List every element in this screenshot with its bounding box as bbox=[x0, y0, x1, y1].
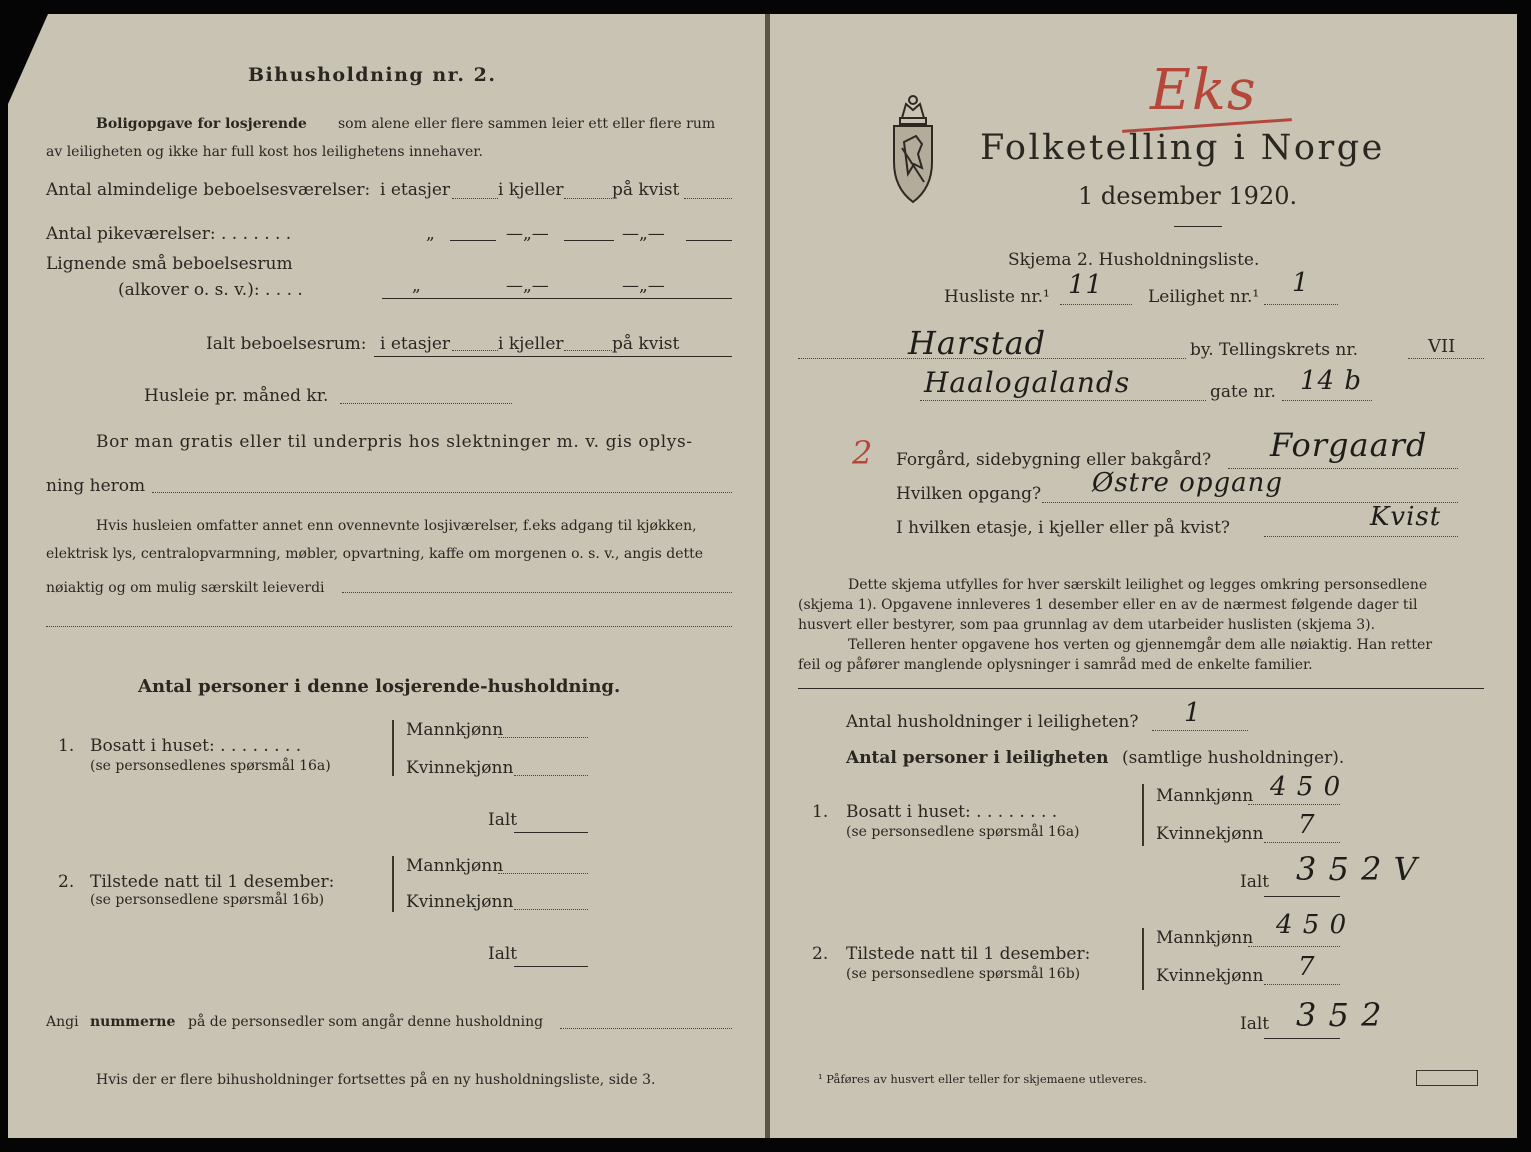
street-value: Haalogalands bbox=[924, 366, 1131, 399]
info-line-2: (skjema 1). Opgavene innleveres 1 desember eller en av de nærmest følgende dager til bbox=[798, 597, 1418, 613]
ditto-mark: „ bbox=[412, 276, 421, 296]
total-attic-label: på kvist bbox=[612, 334, 680, 354]
gate-label: gate nr. bbox=[1210, 382, 1276, 402]
opgang-value: Østre opgang bbox=[1092, 468, 1284, 498]
opgang-label: Hvilken opgang? bbox=[896, 484, 1042, 504]
krets-value: VII bbox=[1428, 336, 1456, 357]
right-page bbox=[770, 14, 1517, 1138]
rooms-cellar-field[interactable] bbox=[564, 198, 612, 199]
small-rooms-label-1: Lignende små beboelsesrum bbox=[46, 254, 293, 274]
q1-sub: (se personsedlenes spørsmål 16a) bbox=[90, 758, 331, 774]
q2-label: Tilstede natt til 1 desember: bbox=[90, 872, 335, 892]
forgard-value: Forgaard bbox=[1270, 426, 1428, 464]
info-line-3: husvert eller bestyrer, som paa grunnlag av dem utarbeider huslisten (skjema 3). bbox=[798, 617, 1376, 633]
small-rooms-label-2: (alkover o. s. v.): . . . . bbox=[118, 280, 303, 300]
gate-value: 14 b bbox=[1300, 366, 1362, 396]
q2-total-label: Ialt bbox=[488, 944, 518, 964]
q2-number: 2. bbox=[58, 872, 75, 892]
q1-total-label: Ialt bbox=[488, 810, 518, 830]
right-title: Folketelling i Norge bbox=[980, 128, 1385, 168]
total-rooms-label: Ialt beboelsesrum: bbox=[206, 334, 367, 354]
q2-female-field[interactable] bbox=[1264, 984, 1340, 985]
by-label: by. Tellingskrets nr. bbox=[1190, 340, 1359, 360]
q2-sub: (se personsedlene spørsmål 16b) bbox=[846, 966, 1081, 982]
q2-brace bbox=[392, 856, 394, 912]
q1-number: 1. bbox=[58, 736, 75, 756]
gate-field[interactable] bbox=[1282, 400, 1372, 401]
persons-bold: Antal personer i leiligheten bbox=[846, 748, 1109, 768]
q1-total-value: 3 5 2 V bbox=[1296, 850, 1418, 888]
maid-attic-line[interactable] bbox=[686, 240, 732, 241]
maid-cellar-line[interactable] bbox=[564, 240, 614, 241]
q2-female-label: Kvinnekjønn bbox=[1156, 966, 1264, 986]
q2-female-label: Kvinnekjønn bbox=[406, 892, 514, 912]
left-page bbox=[8, 14, 765, 1138]
persons-title: Antal personer i denne losjerende-husholdning. bbox=[138, 676, 621, 697]
census-date: 1 desember 1920. bbox=[1078, 182, 1298, 210]
rooms-floors-label: i etasjer bbox=[380, 180, 451, 200]
leilighet-field[interactable] bbox=[1264, 304, 1338, 305]
persons-rest: (samtlige husholdninger). bbox=[1122, 748, 1345, 768]
total-rooms-line bbox=[374, 356, 732, 357]
q1-sub: (se personsedlene spørsmål 16a) bbox=[846, 824, 1080, 840]
q2-number: 2. bbox=[812, 944, 829, 964]
q2-male-field[interactable] bbox=[498, 873, 588, 874]
q1-brace bbox=[1142, 784, 1144, 846]
rooms-floors-field[interactable] bbox=[452, 198, 498, 199]
city-value: Harstad bbox=[908, 324, 1047, 362]
husliste-value: 11 bbox=[1068, 270, 1104, 300]
rooms-cellar-label: i kjeller bbox=[498, 180, 564, 200]
ditto-mark: „ bbox=[426, 224, 435, 244]
ditto-mark: —„— bbox=[506, 224, 549, 244]
krets-field[interactable] bbox=[1408, 358, 1484, 359]
ditto-mark: —„— bbox=[622, 276, 665, 296]
q1-female-value: 7 bbox=[1298, 810, 1316, 840]
forgard-label: Forgård, sidebygning eller bakgård? bbox=[896, 450, 1212, 470]
etasje-field[interactable] bbox=[1264, 536, 1458, 537]
q2-male-value: 4 5 0 bbox=[1276, 910, 1348, 940]
q2-male-label: Mannkjønn bbox=[406, 856, 504, 876]
street-field[interactable] bbox=[920, 400, 1206, 401]
q2-male-field[interactable] bbox=[1248, 946, 1340, 947]
para-line-1: Hvis husleien omfatter annet enn ovennevnte losjiværelser, f.eks adgang til kjøkken, bbox=[96, 518, 697, 534]
q1-total-field[interactable] bbox=[514, 832, 588, 833]
q1-male-value: 4 5 0 bbox=[1270, 772, 1342, 802]
q1-male-field[interactable] bbox=[498, 737, 588, 738]
left-title: Bihusholdning nr. 2. bbox=[248, 64, 497, 86]
torn-corner bbox=[8, 14, 48, 104]
small-rooms-line[interactable] bbox=[382, 298, 732, 299]
eks-stamp: Eks bbox=[1150, 58, 1257, 123]
schema-label: Skjema 2. Husholdningsliste. bbox=[1008, 250, 1260, 270]
leilighet-label: Leilighet nr.¹ bbox=[1148, 287, 1260, 307]
q1-female-field[interactable] bbox=[514, 775, 588, 776]
info-line-4: Telleren henter opgavene hos verten og gjennemgår dem alle nøiaktig. Han retter bbox=[848, 637, 1433, 653]
rooms-label: Antal almindelige beboelsesværelser: bbox=[46, 180, 371, 200]
free-label-2: ning herom bbox=[46, 476, 146, 496]
total-cellar-label: i kjeller bbox=[498, 334, 564, 354]
printer-mark bbox=[1416, 1070, 1478, 1086]
husliste-label: Husliste nr.¹ bbox=[944, 287, 1050, 307]
q1-number: 1. bbox=[812, 802, 829, 822]
numbers-rest: på de personsedler som angår denne husholdning bbox=[188, 1014, 544, 1030]
total-cellar-field[interactable] bbox=[564, 350, 612, 351]
intro-rest: som alene eller flere sammen leier ett eller flere rum bbox=[338, 116, 716, 132]
rooms-attic-field[interactable] bbox=[684, 198, 732, 199]
rent-label: Husleie pr. måned kr. bbox=[144, 386, 329, 406]
date-rule bbox=[1174, 226, 1222, 227]
ditto-mark: —„— bbox=[506, 276, 549, 296]
footnote: ¹ Påføres av husvert eller teller for skjemaene utleveres. bbox=[818, 1072, 1147, 1086]
q1-label: Bosatt i huset: . . . . . . . . bbox=[846, 802, 1058, 822]
etasje-value: Kvist bbox=[1370, 502, 1442, 532]
q1-male-label: Mannkjønn bbox=[1156, 786, 1254, 806]
info-line-1: Dette skjema utfylles for hver særskilt leilighet og legges omkring personsedlene bbox=[848, 577, 1428, 593]
rent-value-field-2[interactable] bbox=[46, 626, 732, 627]
numbers-field[interactable] bbox=[560, 1028, 732, 1029]
q2-total-value: 3 5 2 bbox=[1296, 996, 1383, 1034]
husliste-field[interactable] bbox=[1060, 304, 1132, 305]
para-line-2: elektrisk lys, centralopvarmning, møbler, opvartning, kaffe om morgenen o. s. v., angis dette bbox=[46, 546, 704, 562]
coat-of-arms-icon bbox=[888, 92, 938, 204]
left-footer: Hvis der er flere bihusholdninger fortsettes på en ny husholdningsliste, side 3. bbox=[96, 1072, 656, 1088]
q2-total-label: Ialt bbox=[1240, 1014, 1270, 1034]
q2-female-field[interactable] bbox=[514, 909, 588, 910]
q2-female-value: 7 bbox=[1298, 952, 1316, 982]
q1-brace bbox=[392, 720, 394, 776]
para-line-3: nøiaktig og om mulig særskilt leieverdi bbox=[46, 580, 325, 596]
q1-total-field[interactable] bbox=[1264, 896, 1340, 897]
households-value: 1 bbox=[1184, 698, 1202, 728]
numbers-prefix: Angi bbox=[46, 1014, 79, 1030]
intro-line-2: av leiligheten og ikke har full kost hos leilighetens innehaver. bbox=[46, 144, 483, 160]
q1-total-label: Ialt bbox=[1240, 872, 1270, 892]
households-label: Antal husholdninger i leiligheten? bbox=[846, 712, 1139, 732]
q2-label: Tilstede natt til 1 desember: bbox=[846, 944, 1091, 964]
rooms-attic-label: på kvist bbox=[612, 180, 680, 200]
section-rule bbox=[798, 688, 1484, 689]
margin-mark: 2 bbox=[852, 434, 874, 472]
intro-bold: Boligopgave for losjerende bbox=[96, 116, 307, 132]
q2-sub: (se personsedlene spørsmål 16b) bbox=[90, 892, 325, 908]
q2-male-label: Mannkjønn bbox=[1156, 928, 1254, 948]
q2-total-field[interactable] bbox=[514, 966, 588, 967]
maid-floors-line[interactable] bbox=[450, 240, 496, 241]
rent-field[interactable] bbox=[340, 403, 512, 404]
q1-female-field[interactable] bbox=[1264, 842, 1340, 843]
q2-total-field[interactable] bbox=[1264, 1038, 1340, 1039]
ditto-mark: —„— bbox=[622, 224, 665, 244]
leilighet-value: 1 bbox=[1292, 268, 1310, 298]
numbers-bold: nummerne bbox=[90, 1014, 176, 1030]
maid-rooms-label: Antal pikeværelser: . . . . . . . bbox=[46, 224, 292, 244]
free-field[interactable] bbox=[152, 492, 732, 493]
total-floors-label: i etasjer bbox=[380, 334, 451, 354]
q1-male-label: Mannkjønn bbox=[406, 720, 504, 740]
free-label-1: Bor man gratis eller til underpris hos slektninger m. v. gis oplys- bbox=[96, 432, 693, 452]
q1-label: Bosatt i huset: . . . . . . . . bbox=[90, 736, 302, 756]
q1-female-label: Kvinnekjønn bbox=[1156, 824, 1264, 844]
total-floors-field[interactable] bbox=[452, 350, 498, 351]
households-field[interactable] bbox=[1152, 730, 1248, 731]
etasje-label: I hvilken etasje, i kjeller eller på kvist? bbox=[896, 518, 1231, 538]
q1-male-field[interactable] bbox=[1248, 804, 1340, 805]
rent-value-field[interactable] bbox=[342, 592, 732, 593]
info-line-5: feil og påfører manglende oplysninger i samråd med de enkelte familier. bbox=[798, 657, 1313, 673]
q2-brace bbox=[1142, 928, 1144, 990]
q1-female-label: Kvinnekjønn bbox=[406, 758, 514, 778]
